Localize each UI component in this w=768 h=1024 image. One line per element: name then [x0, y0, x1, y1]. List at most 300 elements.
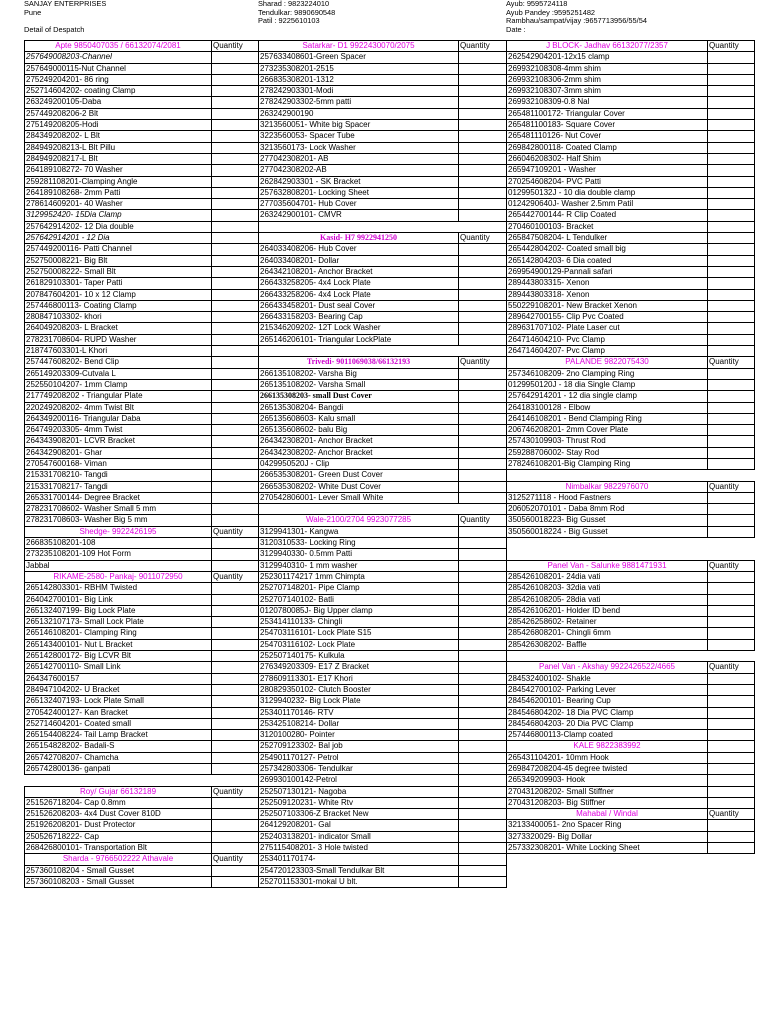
item-cell: 284546200101- Bearing Cup: [507, 696, 708, 707]
quantity-cell: [212, 368, 259, 379]
quantity-cell: [212, 97, 259, 108]
item-cell: 254703116102- Lock Plate: [259, 639, 459, 650]
quantity-cell: [212, 515, 259, 526]
quantity-cell: [708, 673, 755, 684]
quantity-cell: [212, 210, 259, 221]
table-row: [25, 662, 755, 673]
item-cell: 265146108201- Clamping Ring: [25, 628, 212, 639]
quantity-cell: [459, 809, 507, 820]
table-row: [25, 684, 755, 695]
quantity-header-cell: Quantity: [708, 809, 755, 820]
quantity-cell: [708, 142, 755, 153]
table-row: [25, 526, 755, 537]
table-row: [25, 775, 755, 786]
quantity-cell: [212, 617, 259, 628]
item-cell: 254703116101- Lock Plate S15: [259, 628, 459, 639]
item-cell: 252750008222- Small Blt: [25, 266, 212, 277]
quantity-cell: [459, 210, 507, 221]
table-row: [25, 436, 755, 447]
quantity-cell: [459, 583, 507, 594]
quantity-cell: [708, 820, 755, 831]
quantity-cell: [459, 334, 507, 345]
item-cell: 265742800136- ganpati: [25, 764, 212, 775]
item-cell: 215346209202- 12T Lock Washer: [259, 323, 459, 334]
quantity-cell: [708, 436, 755, 447]
quantity-cell: [212, 662, 259, 673]
quantity-cell: [212, 221, 259, 232]
quantity-cell: [708, 718, 755, 729]
item-cell: 285426106201- Holder ID bend: [507, 605, 708, 616]
quantity-cell: [459, 741, 507, 752]
item-cell: 252550104207- 1mm Clamp: [25, 379, 212, 390]
item-cell: 269847208204-45 degree twisted: [507, 764, 708, 775]
item-cell: 0120780085J- Big Upper clamp: [259, 605, 459, 616]
quantity-cell: [212, 809, 259, 820]
quantity-cell: [708, 413, 755, 424]
table-row: [25, 481, 755, 492]
item-cell: 206052070101 - Daba 8mm Rod: [507, 504, 708, 515]
table-row: [25, 504, 755, 515]
table-row: [25, 402, 755, 413]
quantity-cell: [459, 176, 507, 187]
quantity-header-cell: Quantity: [708, 41, 755, 52]
quantity-cell: [212, 549, 259, 560]
item-cell: 215331708217- Tangdi: [25, 481, 212, 492]
quantity-cell: [212, 289, 259, 300]
quantity-cell: [212, 266, 259, 277]
section-header-cell: Roy/ Gujar 66132189: [25, 786, 212, 797]
item-cell: 285426258602- Retainer: [507, 617, 708, 628]
item-cell: 252701153301-mokal U blt.: [259, 876, 459, 887]
quantity-cell: [708, 74, 755, 85]
item-cell: 284546804203- 20 Dia PVC Clamp: [507, 718, 708, 729]
item-cell: 253401170146- RTV: [259, 707, 459, 718]
item-cell: 220249208202- 4mm Twist Blt: [25, 402, 212, 413]
item-cell: 265135608602- balu Big: [259, 425, 459, 436]
item-cell: 264189108272- 70 Washer: [25, 165, 212, 176]
item-cell: 269932108307-3mm shim: [507, 86, 708, 97]
item-cell: 278242903302-5mm patti: [259, 97, 459, 108]
quantity-cell: [708, 504, 755, 515]
quantity-cell: [708, 108, 755, 119]
item-cell: 265142800172- Big LCVR Blt: [25, 651, 212, 662]
quantity-cell: [212, 718, 259, 729]
table-row: [25, 413, 755, 424]
quantity-header-cell: Quantity: [459, 515, 507, 526]
quantity-cell: [708, 797, 755, 808]
quantity-cell: [708, 617, 755, 628]
quantity-cell: [212, 402, 259, 413]
table-row: [25, 628, 755, 639]
item-cell: 270547600168- Viman: [25, 458, 212, 469]
quantity-cell: [212, 391, 259, 402]
quantity-cell: [459, 447, 507, 458]
quantity-header-cell: Quantity: [459, 41, 507, 52]
quantity-cell: [459, 221, 507, 232]
quantity-cell: [459, 605, 507, 616]
quantity-cell: [212, 628, 259, 639]
quantity-cell: [459, 696, 507, 707]
item-cell: 280847103302- khori: [25, 312, 212, 323]
item-cell: 284949208213-L Blt Pillu: [25, 142, 212, 153]
item-cell: 265143400101- Nut L Bracket: [25, 639, 212, 650]
item-cell: 270542400127- Kan Bracket: [25, 707, 212, 718]
item-cell: 265481100172- Triangular Cover: [507, 108, 708, 119]
item-cell: 264183100128 - Elbow: [507, 402, 708, 413]
quantity-cell: [459, 707, 507, 718]
quantity-cell: [459, 651, 507, 662]
quantity-cell: [459, 662, 507, 673]
item-cell: 265442700144- R Clip Coated: [507, 210, 708, 221]
quantity-cell: [212, 447, 259, 458]
quantity-cell: [459, 820, 507, 831]
item-cell: 278231708603- Washer Big 5 mm: [25, 515, 212, 526]
quantity-cell: [459, 425, 507, 436]
quantity-cell: [708, 605, 755, 616]
quantity-cell: [708, 515, 755, 526]
item-cell: 257360108203 - Small Gusset: [25, 876, 212, 887]
item-cell: 273235108201-109 Hot Form: [25, 549, 212, 560]
quantity-cell: [459, 199, 507, 210]
item-cell: 207847604201- 10 x 12 Clamp: [25, 289, 212, 300]
item-cell: 3129940232- Big Lock Plate: [259, 696, 459, 707]
quantity-cell: [212, 74, 259, 85]
quantity-cell: [212, 707, 259, 718]
quantity-cell: [459, 402, 507, 413]
table-row: [25, 142, 755, 153]
item-cell: 257642914201 - 12 dia single clamp: [507, 391, 708, 402]
item-cell: 280829350102- Clutch Booster: [259, 684, 459, 695]
item-cell: 252714604201- Coated small: [25, 718, 212, 729]
table-row: [25, 458, 755, 469]
quantity-cell: [212, 63, 259, 74]
item-cell: 269842800118- Coated Clamp: [507, 142, 708, 153]
section-header-cell: Nimbalkar 9822976070: [507, 481, 708, 492]
quantity-cell: [708, 165, 755, 176]
quantity-cell: [708, 526, 755, 537]
item-cell: 276349203309- E17 Z Bracket: [259, 662, 459, 673]
quantity-cell: [459, 97, 507, 108]
item-cell: 285426108201- 24dia vati: [507, 571, 708, 582]
quantity-cell: [708, 323, 755, 334]
item-cell: 215331708210- Tangdi: [25, 470, 212, 481]
quantity-cell: [459, 538, 507, 549]
table-row: [25, 221, 755, 232]
quantity-cell: [708, 210, 755, 221]
quantity-cell: [459, 786, 507, 797]
item-cell: 257446800113-Clamp coated: [507, 730, 708, 741]
item-cell: 252507103306-Z Bracket New: [259, 809, 459, 820]
table-row: [25, 391, 755, 402]
quantity-cell: [459, 594, 507, 605]
quantity-cell: [708, 391, 755, 402]
quantity-cell: [708, 131, 755, 142]
quantity-cell: [459, 617, 507, 628]
item-cell: 252709123302- Bal job: [259, 741, 459, 752]
quantity-cell: [212, 86, 259, 97]
item-cell: 289443803315- Xenon: [507, 278, 708, 289]
item-cell: 275249204201- 86 ring: [25, 74, 212, 85]
item-cell: 3213560173- Lock Washer: [259, 142, 459, 153]
quantity-cell: [708, 278, 755, 289]
table-row: [25, 492, 755, 503]
quantity-header-cell: Quantity: [708, 662, 755, 673]
item-cell: 284532400102- Shakle: [507, 673, 708, 684]
table-row: [25, 854, 755, 865]
contact-ayub: Ayub: 9595724118: [506, 0, 568, 8]
item-cell: 289631707102- Plate Laser cut: [507, 323, 708, 334]
quantity-cell: [212, 673, 259, 684]
quantity-cell: [459, 492, 507, 503]
quantity-cell: [459, 391, 507, 402]
quantity-cell: [212, 323, 259, 334]
item-cell: 266046208302- Half Shim: [507, 153, 708, 164]
quantity-cell: [212, 187, 259, 198]
quantity-cell: [459, 730, 507, 741]
quantity-header-cell: Quantity: [708, 481, 755, 492]
quantity-cell: [212, 684, 259, 695]
item-cell: 251926208201- Dust Protector: [25, 820, 212, 831]
quantity-cell: [459, 120, 507, 131]
item-cell: 284542700102- Parking Lever: [507, 684, 708, 695]
table-row: [25, 752, 755, 763]
quantity-cell: [708, 730, 755, 741]
table-row: [25, 131, 755, 142]
item-cell: 257446800113- Coating Clamp: [25, 300, 212, 311]
item-cell: 265154408224- Tail Lamp Bracket: [25, 730, 212, 741]
quantity-cell: [212, 605, 259, 616]
item-cell: 277042308202-AB: [259, 165, 459, 176]
item-cell: 206746208201- 2mm Cover Plate: [507, 425, 708, 436]
quantity-cell: [212, 831, 259, 842]
quantity-cell: [212, 153, 259, 164]
contact-rambhau: Rambhau/sampat/vijay :9657713956/55/54: [506, 16, 647, 26]
item-cell: 3129941301- Kangwa: [259, 526, 459, 537]
item-cell: 265149203309-Cutvala L: [25, 368, 212, 379]
item-cell: [259, 504, 459, 515]
item-cell: 263249200105-Daba: [25, 97, 212, 108]
item-cell: 0129950132J - 10 dia double clamp: [507, 187, 708, 198]
item-cell: 285426108203- 32dia vati: [507, 583, 708, 594]
quantity-cell: [708, 346, 755, 357]
item-cell: 252507130121- Nagoba: [259, 786, 459, 797]
quantity-cell: [212, 504, 259, 515]
quantity-cell: [708, 379, 755, 390]
table-row: [25, 651, 755, 662]
item-cell: 257649008203-Channel: [25, 52, 212, 63]
quantity-cell: [212, 142, 259, 153]
quantity-cell: [708, 52, 755, 63]
table-row: [25, 820, 755, 831]
quantity-cell: [459, 752, 507, 763]
table-row: [25, 86, 755, 97]
quantity-cell: [212, 820, 259, 831]
quantity-cell: [459, 843, 507, 854]
quantity-cell: [708, 775, 755, 786]
quantity-cell: [459, 481, 507, 492]
quantity-cell: [459, 312, 507, 323]
despatch-table: [24, 40, 755, 888]
item-cell: 270431208202- Small Stiffner: [507, 786, 708, 797]
item-cell: 3213560051- White big Spacer: [259, 120, 459, 131]
quantity-cell: [708, 312, 755, 323]
item-cell: 254720123303-Small Tendulkar Blt: [259, 865, 459, 876]
table-row: [25, 730, 755, 741]
quantity-cell: [459, 63, 507, 74]
quantity-cell: [212, 730, 259, 741]
quantity-cell: [459, 458, 507, 469]
quantity-cell: [708, 707, 755, 718]
quantity-cell: [212, 639, 259, 650]
quantity-cell: [708, 583, 755, 594]
item-cell: 275149208205-Hodi: [25, 120, 212, 131]
table-row: [25, 312, 755, 323]
table-row: [25, 266, 755, 277]
quantity-cell: [459, 86, 507, 97]
contact-patil: Patil : 9225610103: [258, 16, 320, 26]
quantity-cell: [212, 481, 259, 492]
item-cell: 265481100183- Square Cover: [507, 120, 708, 131]
quantity-cell: [708, 97, 755, 108]
quantity-cell: [212, 594, 259, 605]
item-cell: 265142804203- 6 Dia coated: [507, 255, 708, 266]
header-blank-2: [258, 26, 335, 35]
section-header-cell: J BLOCK- Jadhav 66132077/2357: [507, 41, 708, 52]
item-cell: 264146108201 - Bend Clamping Ring: [507, 413, 708, 424]
item-cell: [507, 854, 708, 865]
item-cell: 257632808201- Locking Sheet: [259, 187, 459, 198]
item-cell: 254901170127- Petrol: [259, 752, 459, 763]
item-cell: 3120310533- Locking Ring: [259, 538, 459, 549]
quantity-cell: [212, 233, 259, 244]
table-row: [25, 549, 755, 560]
quantity-cell: [708, 831, 755, 842]
item-cell: 265481110126- Nut Cover: [507, 131, 708, 142]
quantity-cell: [212, 199, 259, 210]
table-row: [25, 718, 755, 729]
section-header-cell: Sharda - 9766502222 Athavale: [25, 854, 212, 865]
item-cell: 0124290640J- Washer 2.5mm Patil: [507, 199, 708, 210]
item-cell: 289443803318- Xenon: [507, 289, 708, 300]
section-header-cell: Shedge- 9922426195: [25, 526, 212, 537]
item-cell: [507, 651, 708, 662]
item-cell: Jabbal: [25, 560, 212, 571]
quantity-cell: [459, 52, 507, 63]
item-cell: 265742708207- Chamcha: [25, 752, 212, 763]
table-row: [25, 120, 755, 131]
table-row: [25, 357, 755, 368]
quantity-cell: [459, 187, 507, 198]
quantity-cell: [708, 684, 755, 695]
section-header-cell: Apte 9850407035 / 66132074/2081: [25, 41, 212, 52]
table-row: [25, 515, 755, 526]
item-cell: 264342308201- Anchor Bracket: [259, 436, 459, 447]
item-cell: 257342803306- Tendulkar: [259, 764, 459, 775]
quantity-cell: [459, 74, 507, 85]
quantity-cell: [212, 379, 259, 390]
quantity-cell: [459, 854, 507, 865]
quantity-cell: [459, 300, 507, 311]
item-cell: 266433258205- 4x4 Lock Plate: [259, 278, 459, 289]
table-row: [25, 673, 755, 684]
item-cell: 284949208217-L Blt: [25, 153, 212, 164]
quantity-cell: [459, 639, 507, 650]
item-cell: 265349209903- Hook: [507, 775, 708, 786]
item-cell: 32133400051- 2no Spacer Ring: [507, 820, 708, 831]
item-cell: [259, 221, 459, 232]
quantity-cell: [708, 425, 755, 436]
item-cell: 266835308201-1312: [259, 74, 459, 85]
table-row: [25, 843, 755, 854]
quantity-cell: [708, 86, 755, 97]
quantity-cell: [708, 470, 755, 481]
item-cell: 264129208201- Gal: [259, 820, 459, 831]
table-row: [25, 764, 755, 775]
quantity-cell: [212, 775, 259, 786]
quantity-cell: [708, 492, 755, 503]
item-cell: 265847508204- L Tendulker: [507, 233, 708, 244]
item-cell: 252403138201- indicator Small: [259, 831, 459, 842]
item-cell: 278246108201-Big Clamping Ring: [507, 458, 708, 469]
quantity-cell: [459, 470, 507, 481]
table-row: [25, 368, 755, 379]
item-cell: 265947109201 - Washer: [507, 165, 708, 176]
quantity-cell: [212, 425, 259, 436]
item-cell: 265146206101- Triangular LockPlate: [259, 334, 459, 345]
quantity-cell: [708, 221, 755, 232]
quantity-header-cell: Quantity: [212, 526, 259, 537]
quantity-cell: [708, 176, 755, 187]
item-cell: 285426308202- Baffle: [507, 639, 708, 650]
item-cell: 265142803301- RBHM Twisted: [25, 583, 212, 594]
quantity-cell: [212, 108, 259, 119]
quantity-cell: [459, 278, 507, 289]
item-cell: 266535308201- Green Dust Cover: [259, 470, 459, 481]
quantity-cell: [212, 560, 259, 571]
quantity-cell: [459, 865, 507, 876]
item-cell: [507, 865, 708, 876]
quantity-cell: [708, 571, 755, 582]
table-row: [25, 696, 755, 707]
table-row: [25, 244, 755, 255]
item-cell: 264049208203- L Bracket: [25, 323, 212, 334]
quantity-cell: [212, 334, 259, 345]
quantity-cell: [212, 470, 259, 481]
item-cell: [507, 876, 708, 887]
item-cell: 289642700155- Clip Pvc Coated: [507, 312, 708, 323]
item-cell: 278231708602- Washer Small 5 mm: [25, 504, 212, 515]
quantity-cell: [212, 752, 259, 763]
item-cell: 257633408601-Green Spacer: [259, 52, 459, 63]
item-cell: 259281108201-Clamping Angle: [25, 176, 212, 187]
item-cell: 266135108202- Varsha Big: [259, 368, 459, 379]
table-row: [25, 176, 755, 187]
quantity-cell: [459, 764, 507, 775]
quantity-cell: [708, 458, 755, 469]
table-row: [25, 425, 755, 436]
table-row: [25, 876, 755, 887]
item-cell: 269932108309-0.8 Nal: [507, 97, 708, 108]
item-cell: [25, 775, 212, 786]
item-cell: 284546804202- 18 Dia PVC Clamp: [507, 707, 708, 718]
despatch-title: Detail of Despatch: [24, 24, 85, 34]
table-row: [25, 786, 755, 797]
item-cell: 264749203305- 4mm Twist: [25, 425, 212, 436]
quantity-cell: [212, 165, 259, 176]
quantity-cell: [708, 233, 755, 244]
item-cell: 252707140102- Batli: [259, 594, 459, 605]
item-cell: 266535308202- White Dust Cover: [259, 481, 459, 492]
